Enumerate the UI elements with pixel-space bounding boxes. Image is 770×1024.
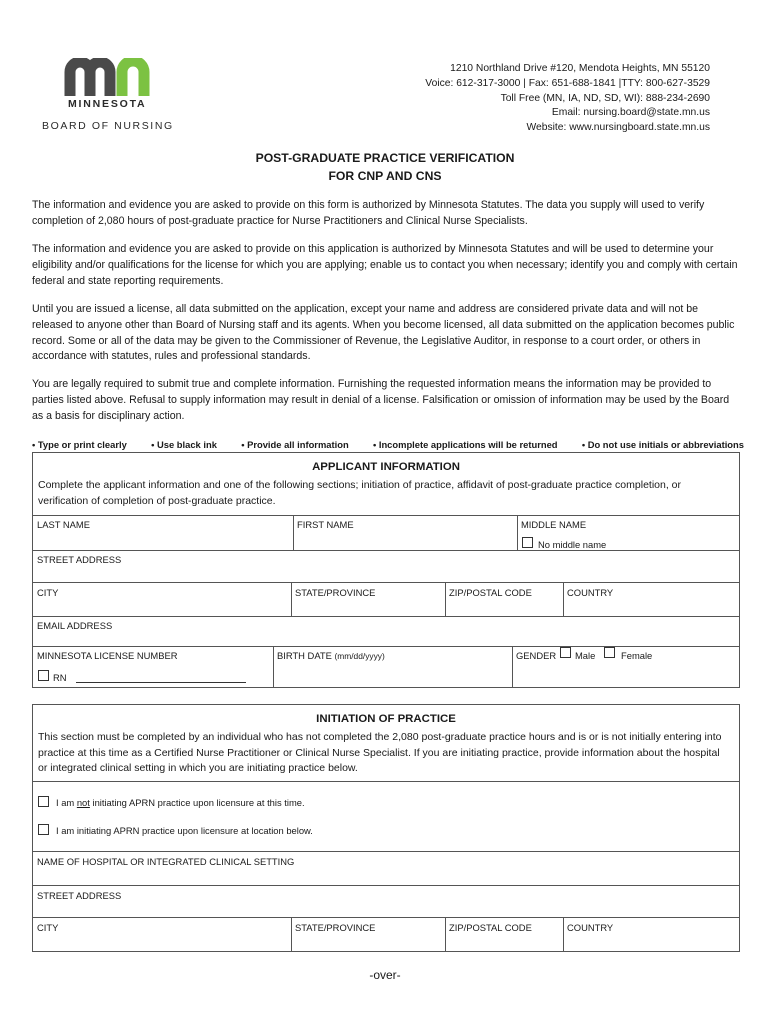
- middle-name-label: MIDDLE NAME: [521, 519, 587, 530]
- rule-item: • Incomplete applications will be returned: [372, 439, 558, 450]
- website-line: Website: www.nursingboard.state.mn.us: [526, 122, 710, 134]
- contact-address-block: [425, 62, 710, 136]
- birth-date-label: BIRTH DATE (mm/dd/yyyy): [277, 650, 385, 661]
- intro-paragraph-1: The information and evidence you are asked to provide on this form is authorized by Minnesota Statutes. The data you supply will used to verify completion of 2,080 hours of post-graduate practice for Nurse Practitioners and Clinical Nurse Specialists.: [32, 199, 705, 227]
- rule-item: • Use black ink: [151, 439, 217, 450]
- last-name-label: LAST NAME: [37, 519, 90, 530]
- address-line: 1210 Northland Drive #120, Mendota Heights, MN 55120: [450, 63, 710, 74]
- intro-paragraph-3: Until you are issued a license, all data submitted on the application, except your name and address are considered private data and will not be released to anyone other than Board of Nursing staff and its agents. When you become licensed, all data submitted on the application becomes public record. Some or all of the data may be given to the Commissioner of Revenue, the Legislative Auditor, in response to a court order, or others in accordance with statutes, rules and professional standards.: [32, 303, 735, 363]
- initiation-section-title: INITIATION OF PRACTICE: [316, 713, 456, 725]
- not-initiating-checkbox[interactable]: [38, 796, 49, 807]
- female-label: Female: [621, 650, 653, 661]
- street-address-field[interactable]: [34, 565, 738, 581]
- practice-state-label: STATE/PROVINCE: [295, 922, 376, 933]
- rule-item: • Provide all information: [241, 439, 349, 450]
- practice-city-label: CITY: [37, 922, 59, 933]
- instructions-list: [32, 439, 744, 450]
- zip-label: ZIP/POSTAL CODE: [449, 587, 532, 598]
- male-label: Male: [575, 650, 596, 661]
- license-number-label: MINNESOTA LICENSE NUMBER: [37, 650, 178, 661]
- first-name-label: FIRST NAME: [297, 519, 354, 530]
- state-label: STATE/PROVINCE: [295, 587, 376, 598]
- form-title: POST-GRADUATE PRACTICE VERIFICATION: [255, 151, 515, 165]
- practice-country-label: COUNTRY: [567, 922, 614, 933]
- page-turn-note: -over-: [369, 968, 401, 982]
- country-label: COUNTRY: [567, 587, 614, 598]
- not-initiating-label: I am not initiating APRN practice upon licensure at this time.: [56, 797, 305, 808]
- street-address-label: STREET ADDRESS: [37, 554, 122, 565]
- practice-street-label: STREET ADDRESS: [37, 890, 122, 901]
- initiation-section: [32, 704, 740, 952]
- logo-state-text: MINNESOTA: [68, 98, 147, 110]
- intro-paragraph-2: The information and evidence you are asked to provide on this application is authorized by Minnesota Statutes and will be used to determine your eligibility and/or qualifications for the license for which you are applying; enable us to contact you when necessary; identify you and comply with certain federal and state reporting requirements.: [32, 243, 738, 287]
- applicant-section-title: APPLICANT INFORMATION: [312, 461, 460, 473]
- rn-checkbox[interactable]: [38, 670, 49, 681]
- hospital-name-label: NAME OF HOSPITAL OR INTEGRATED CLINICAL SETTING: [37, 856, 295, 867]
- email-field[interactable]: [34, 631, 738, 645]
- female-checkbox[interactable]: [604, 647, 615, 658]
- initiating-label: I am initiating APRN practice upon licensure at location below.: [56, 825, 313, 836]
- tollfree-line: Toll Free (MN, IA, ND, SD, WI): 888-234-2690: [500, 92, 710, 104]
- rn-label: RN: [53, 672, 67, 683]
- last-name-field[interactable]: [34, 530, 292, 549]
- male-checkbox[interactable]: [560, 647, 571, 658]
- logo-board-text: BOARD OF NURSING: [42, 120, 174, 132]
- initiating-checkbox[interactable]: [38, 824, 49, 835]
- gender-label: GENDER: [516, 650, 557, 661]
- no-middle-name-checkbox[interactable]: [522, 537, 533, 548]
- email-line: Email: nursing.board@state.mn.us: [551, 107, 710, 119]
- license-number-field[interactable]: [76, 682, 246, 683]
- applicant-section: [32, 452, 740, 688]
- rule-item: • Do not use initials or abbreviations: [581, 439, 744, 450]
- practice-zip-label: ZIP/POSTAL CODE: [449, 922, 532, 933]
- no-middle-name-label: No middle name: [538, 539, 607, 550]
- rule-item: • Type or print clearly: [32, 439, 127, 450]
- initiation-intro: This section must be completed by an individual who has not completed the 2,080 post-graduate practice hours and is or is not initially entering into practice at this time as a Certified Nurse Practitioner or Clinical Nurse Specialist. If you are initiating practice, provide information about the hospital or integrated clinical setting in which you are initiating practice below.: [38, 731, 722, 775]
- hospital-name-field[interactable]: [34, 867, 738, 884]
- email-label: EMAIL ADDRESS: [37, 620, 113, 631]
- intro-paragraph-4: You are legally required to submit true and complete information. Furnishing the requested information means the information may be provided to parties listed above. Refusal to supply information may result in denial of a license. Falsification or omission of information may be used by the Board as a basis for disciplinary action.: [32, 378, 730, 422]
- city-label: CITY: [37, 587, 59, 598]
- first-name-field[interactable]: [294, 530, 516, 549]
- applicant-intro: Complete the applicant information and one of the following sections; initiation of practice, affidavit of post-graduate practice completion, or verification of completion of post-graduate practice.: [38, 479, 682, 507]
- form-subtitle: FOR CNP AND CNS: [328, 169, 442, 183]
- phone-line: Voice: 612-317-3000 | Fax: 651-688-1841 |TTY: 800-627-3529: [425, 77, 710, 89]
- practice-street-field[interactable]: [34, 901, 738, 916]
